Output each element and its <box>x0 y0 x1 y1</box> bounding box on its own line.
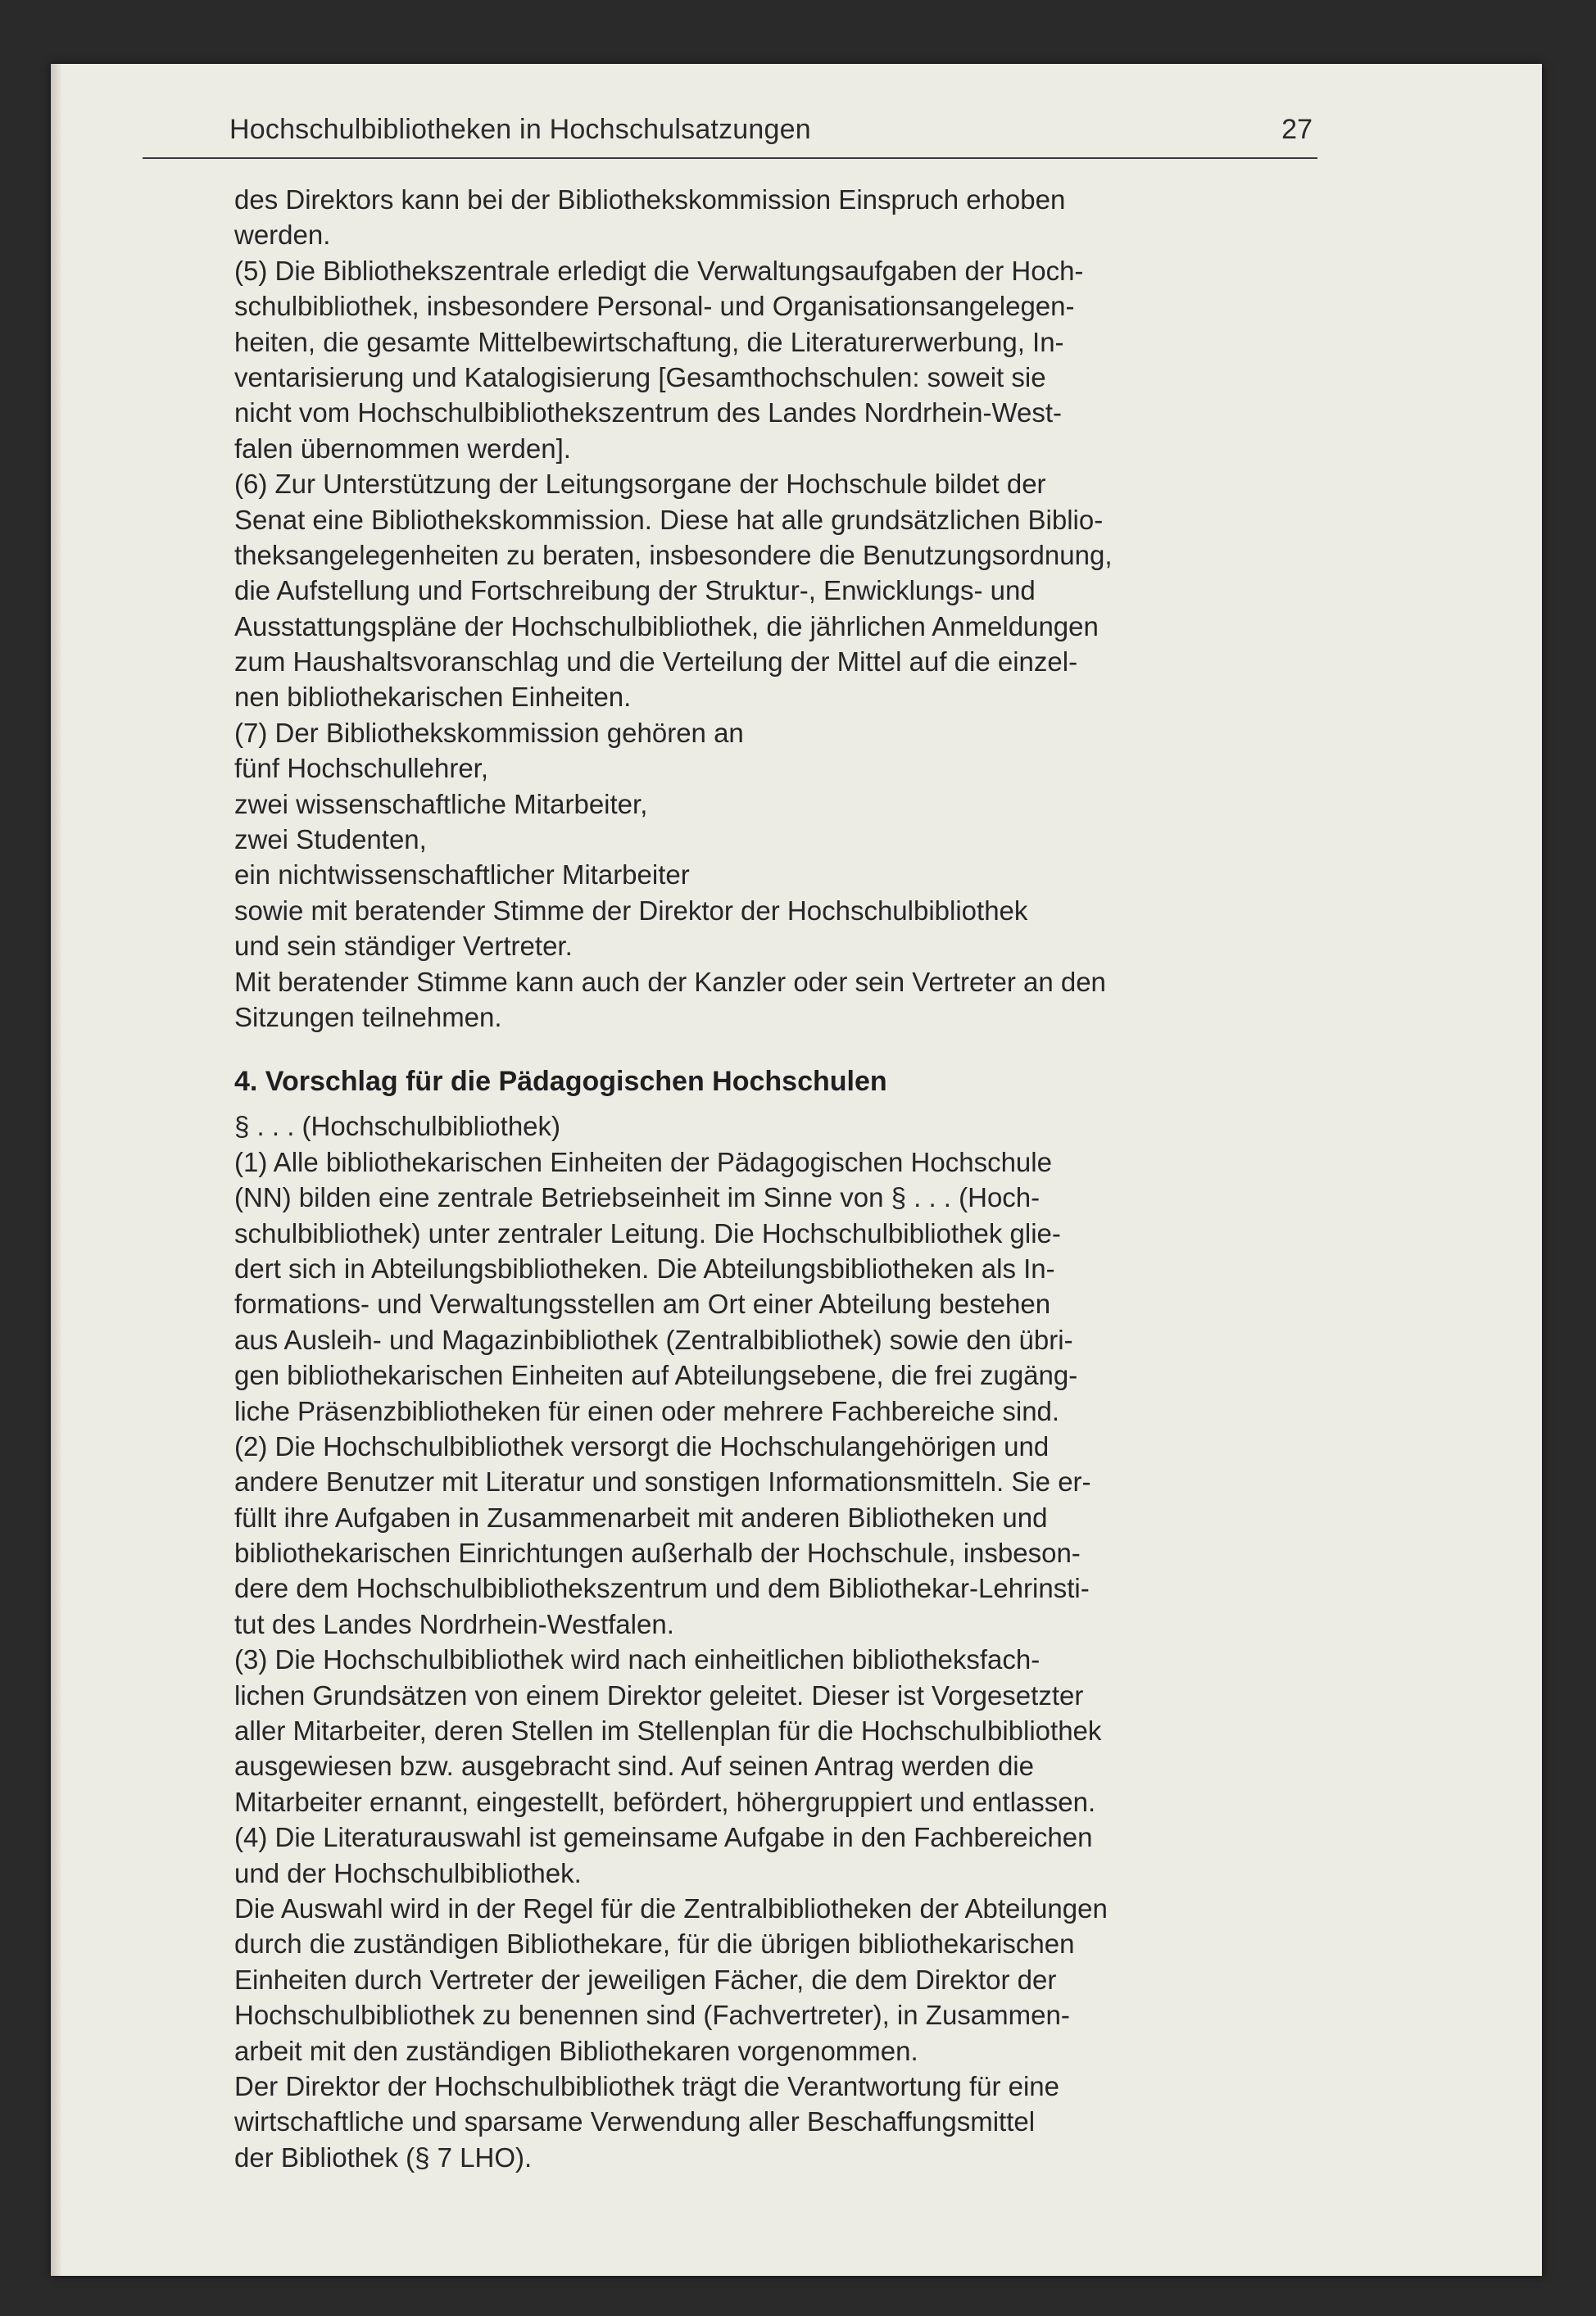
text-line: ventarisierung und Katalogisierung [Gesamthochschulen: soweit sie <box>234 361 1046 392</box>
text-line: wirtschaftliche und sparsame Verwendung aller Beschaffungsmittel <box>234 2106 1036 2137</box>
text-line: (1) Alle bibliothekarischen Einheiten der Pädagogischen Hochschule <box>234 1146 1052 1177</box>
text-line: formations- und Verwaltungsstellen am Ort einer Abteilung bestehen <box>234 1289 1051 1320</box>
text-line: nicht vom Hochschulbibliothekszentrum des Landes Nordrhein-West- <box>234 397 1063 428</box>
text-line: aller Mitarbeiter, deren Stellen im Stellenplan für die Hochschulbibliothek <box>234 1715 1102 1747</box>
text-line: des Direktors kann bei der Bibliothekskommission Einspruch erhoben <box>234 184 1066 215</box>
text-line: schulbibliothek) unter zentraler Leitung. Die Hochschulbibliothek glie- <box>234 1217 1061 1249</box>
section-heading: 4. Vorschlag für die Pädagogischen Hochschulen <box>234 1066 887 1098</box>
text-line: die Aufstellung und Fortschreibung der Struktur-, Enwicklungs- und <box>234 575 1036 606</box>
text-line: füllt ihre Aufgaben in Zusammenarbeit mit anderen Bibliotheken und <box>234 1502 1048 1533</box>
text-line: werden. <box>234 220 331 251</box>
text-line: theksangelegenheiten zu beraten, insbesondere die Benutzungsordnung, <box>234 539 1113 570</box>
page-gutter-shadow <box>51 64 62 2276</box>
text-line: bibliothekarischen Einrichtungen außerhalb der Hochschule, insbeson- <box>234 1538 1081 1569</box>
text-line: durch die zuständigen Bibliothekare, für die übrigen bibliothekarischen <box>234 1928 1075 1960</box>
text-line: dert sich in Abteilungsbibliotheken. Die Abteilungsbibliotheken als In- <box>234 1253 1055 1284</box>
text-line: § . . . (Hochschulbibliothek) <box>234 1111 561 1142</box>
text-line: Senat eine Bibliothekskommission. Diese hat alle grundsätzlichen Biblio- <box>234 504 1104 535</box>
text-line: liche Präsenzbibliotheken für einen oder mehrere Fachbereiche sind. <box>234 1395 1060 1426</box>
running-title: Hochschulbibliotheken in Hochschulsatzungen <box>229 114 811 145</box>
text-line: (NN) bilden eine zentrale Betriebseinheit im Sinne von § . . . (Hoch- <box>234 1182 1041 1213</box>
text-line: zwei Studenten, <box>234 824 427 855</box>
text-line: falen übernommen werden]. <box>234 433 571 464</box>
text-line: und der Hochschulbibliothek. <box>234 1857 582 1888</box>
text-line: (6) Zur Unterstützung der Leitungsorgane der Hochschule bildet der <box>234 469 1046 500</box>
text-line: lichen Grundsätzen von einem Direktor geleitet. Dieser ist Vorgesetzter <box>234 1679 1084 1711</box>
text-line: sowie mit beratender Stimme der Direktor der Hochschulbibliothek <box>234 895 1028 926</box>
document-page <box>51 64 1542 2276</box>
text-line: (7) Der Bibliothekskommission gehören an <box>234 717 744 748</box>
text-line: gen bibliothekarischen Einheiten auf Abteilungsebene, die frei zugäng- <box>234 1360 1078 1391</box>
text-line: arbeit mit den zuständigen Bibliothekaren vorgenommen. <box>234 2035 918 2066</box>
section-spacer <box>234 1035 1332 1063</box>
text-block-section-4 <box>234 1108 1332 2175</box>
text-line: Ausstattungspläne der Hochschulbibliothek, die jährlichen Anmeldungen <box>234 610 1099 641</box>
text-line: Hochschulbibliothek zu benennen sind (Fachvertreter), in Zusammen- <box>234 2000 1070 2031</box>
text-line: Einheiten durch Vertreter der jeweiligen Fächer, die dem Direktor der <box>234 1964 1057 1995</box>
text-line: fünf Hochschullehrer, <box>234 753 489 784</box>
text-line: heiten, die gesamte Mittelbewirtschaftung, die Literaturerwerbung, In- <box>234 326 1064 357</box>
text-line: (2) Die Hochschulbibliothek versorgt die Hochschulangehörigen und <box>234 1430 1050 1462</box>
text-line: Sitzungen teilnehmen. <box>234 1001 502 1032</box>
text-line: tut des Landes Nordrhein-Westfalen. <box>234 1608 674 1639</box>
text-line: zum Haushaltsvoranschlag und die Verteilung der Mittel auf die einzel- <box>234 646 1078 678</box>
text-line: Der Direktor der Hochschulbibliothek trägt die Verantwortung für eine <box>234 2070 1060 2101</box>
text-line: der Bibliothek (§ 7 LHO). <box>234 2142 533 2173</box>
text-line: aus Ausleih- und Magazinbibliothek (Zentralbibliothek) sowie den übri- <box>234 1324 1073 1355</box>
text-line: Mitarbeiter ernannt, eingestellt, befördert, höhergruppiert und entlassen. <box>234 1786 1096 1817</box>
text-block-continuation <box>234 182 1332 1035</box>
text-line: dere dem Hochschulbibliothekszentrum und dem Bibliothekar-Lehrinsti- <box>234 1573 1090 1604</box>
page-number: 27 <box>1281 114 1313 145</box>
text-line: (4) Die Literaturauswahl ist gemeinsame Aufgabe in den Fachbereichen <box>234 1822 1093 1853</box>
heading-spacer <box>234 1100 1332 1108</box>
text-line: zwei wissenschaftliche Mitarbeiter, <box>234 788 648 819</box>
page-body <box>234 182 1332 2175</box>
page-header <box>143 108 1317 159</box>
text-line: (5) Die Bibliothekszentrale erledigt die Verwaltungsaufgaben der Hoch- <box>234 255 1084 286</box>
text-line: nen bibliothekarischen Einheiten. <box>234 682 632 713</box>
text-line: ausgewiesen bzw. ausgebracht sind. Auf seinen Antrag werden die <box>234 1751 1034 1782</box>
text-line: Mit beratender Stimme kann auch der Kanzler oder sein Vertreter an den <box>234 966 1106 997</box>
text-line: und sein ständiger Vertreter. <box>234 931 573 962</box>
text-line: Die Auswahl wird in der Regel für die Zentralbibliotheken der Abteilungen <box>234 1892 1108 1924</box>
text-line: schulbibliothek, insbesondere Personal- und Organisationsangelegen- <box>234 291 1075 322</box>
text-line: ein nichtwissenschaftlicher Mitarbeiter <box>234 859 690 891</box>
text-line: (3) Die Hochschulbibliothek wird nach einheitlichen bibliotheksfach- <box>234 1644 1041 1675</box>
text-line: andere Benutzer mit Literatur und sonstigen Informationsmitteln. Sie er- <box>234 1466 1091 1498</box>
